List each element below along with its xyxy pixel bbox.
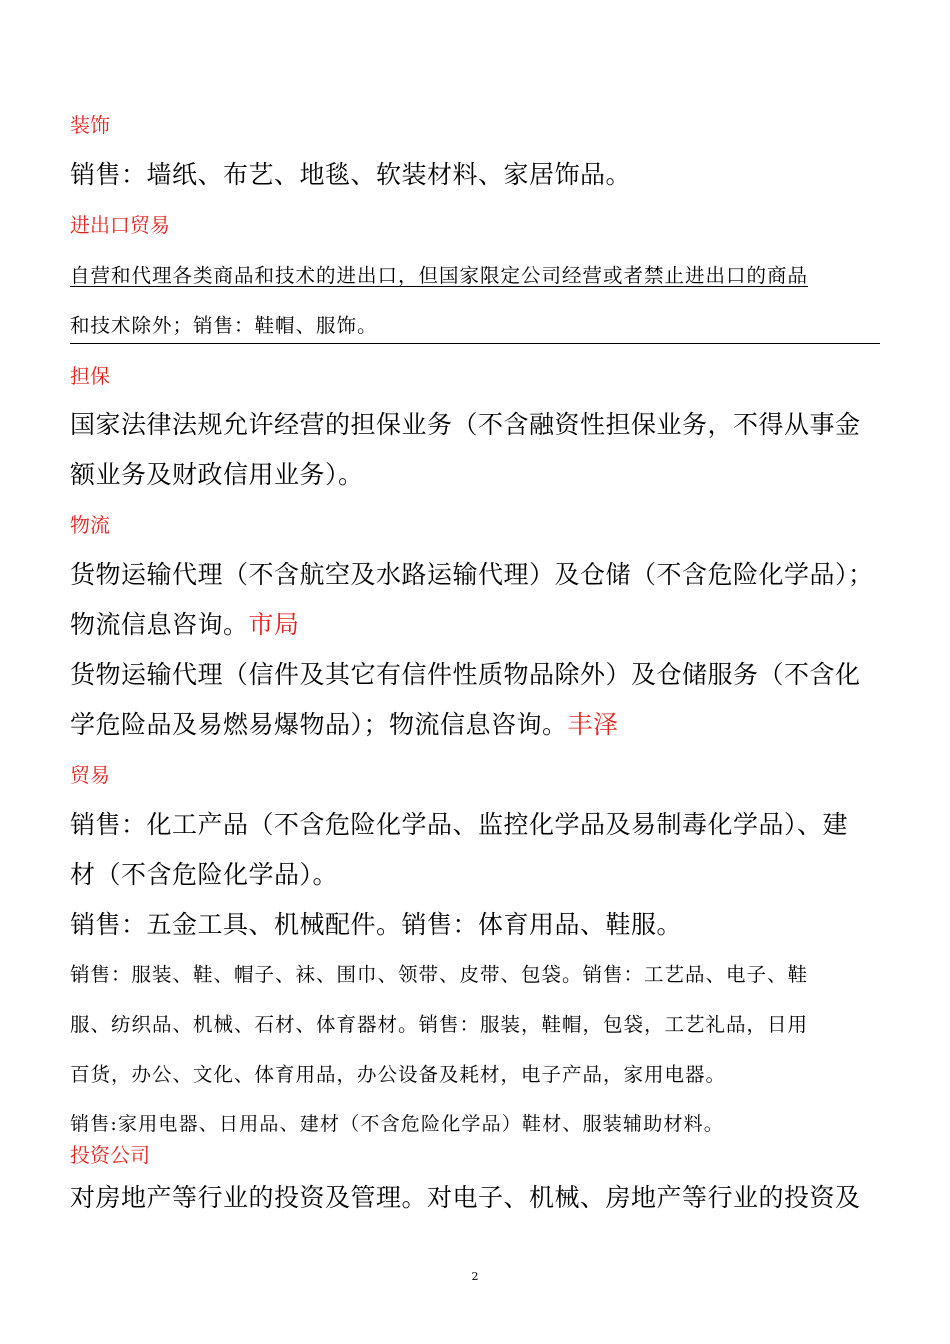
logistics-tag-shiju: 市局 bbox=[248, 610, 300, 639]
horizontal-rule bbox=[70, 343, 880, 344]
import-export-text-line-1 bbox=[70, 251, 882, 301]
section-heading-investment: 投资公司 bbox=[70, 1143, 150, 1167]
section-heading-decoration: 装饰 bbox=[70, 113, 110, 137]
trade-text-line-6: 百货，办公、文化、体育用品，办公设备及耗材，电子产品，家用电器。 bbox=[70, 1063, 727, 1086]
trade-text-line-2: 材（不含危险化学品）。 bbox=[70, 860, 339, 889]
trade-text-line-5: 服、纺织品、机械、石材、体育器材。销售：服装，鞋帽，包袋，工艺礼品，日用 bbox=[70, 1013, 809, 1036]
logistics-text: 物流信息咨询。 bbox=[70, 610, 249, 639]
logistics-tag-fengze: 丰泽 bbox=[567, 710, 619, 739]
import-export-text-line-2: 和技术除外；销售：鞋帽、服饰。 bbox=[70, 314, 378, 337]
section-heading-guarantee: 担保 bbox=[70, 364, 110, 388]
page-number: 2 bbox=[471, 1270, 479, 1283]
section-heading-logistics: 物流 bbox=[70, 513, 110, 537]
trade-text-line-1: 销售：化工产品（不含危险化学品、监控化学品及易制毒化学品）、建 bbox=[70, 810, 849, 839]
import-export-underlined-text: 自营和代理各类商品和技术的进出口，但国家限定公司经营或者禁止进出口的商品 bbox=[70, 264, 809, 287]
logistics-text-line-4 bbox=[70, 700, 882, 750]
guarantee-text-line-2: 额业务及财政信用业务）。 bbox=[70, 460, 364, 489]
logistics-text-line-1: 货物运输代理（不含航空及水路运输代理）及仓储（不含危险化学品）； bbox=[70, 560, 874, 589]
logistics-text-line-2 bbox=[70, 600, 882, 650]
trade-text-line-7: 销售:家用电器、日用品、建材（不含危险化学品）鞋材、服装辅助材料。 bbox=[70, 1113, 725, 1135]
guarantee-text-line-1: 国家法律法规允许经营的担保业务（不含融资性担保业务，不得从事金 bbox=[70, 410, 861, 439]
trade-text-line-4: 销售：服装、鞋、帽子、袜、围巾、领带、皮带、包袋。销售：工艺品、电子、鞋 bbox=[70, 963, 809, 986]
investment-text-line-1: 对房地产等行业的投资及管理。对电子、机械、房地产等行业的投资及 bbox=[70, 1183, 861, 1212]
trade-text-line-3: 销售：五金工具、机械配件。销售：体育用品、鞋服。 bbox=[70, 910, 683, 939]
decoration-text-line-1: 销售：墙纸、布艺、地毯、软装材料、家居饰品。 bbox=[70, 160, 632, 189]
section-heading-trade: 贸易 bbox=[70, 763, 110, 787]
logistics-text-line-3: 货物运输代理（信件及其它有信件性质物品除外）及仓储服务（不含化 bbox=[70, 660, 861, 689]
section-heading-import-export: 进出口贸易 bbox=[70, 213, 170, 237]
logistics-text: 学危险品及易燃易爆物品）；物流信息咨询。 bbox=[70, 710, 568, 739]
